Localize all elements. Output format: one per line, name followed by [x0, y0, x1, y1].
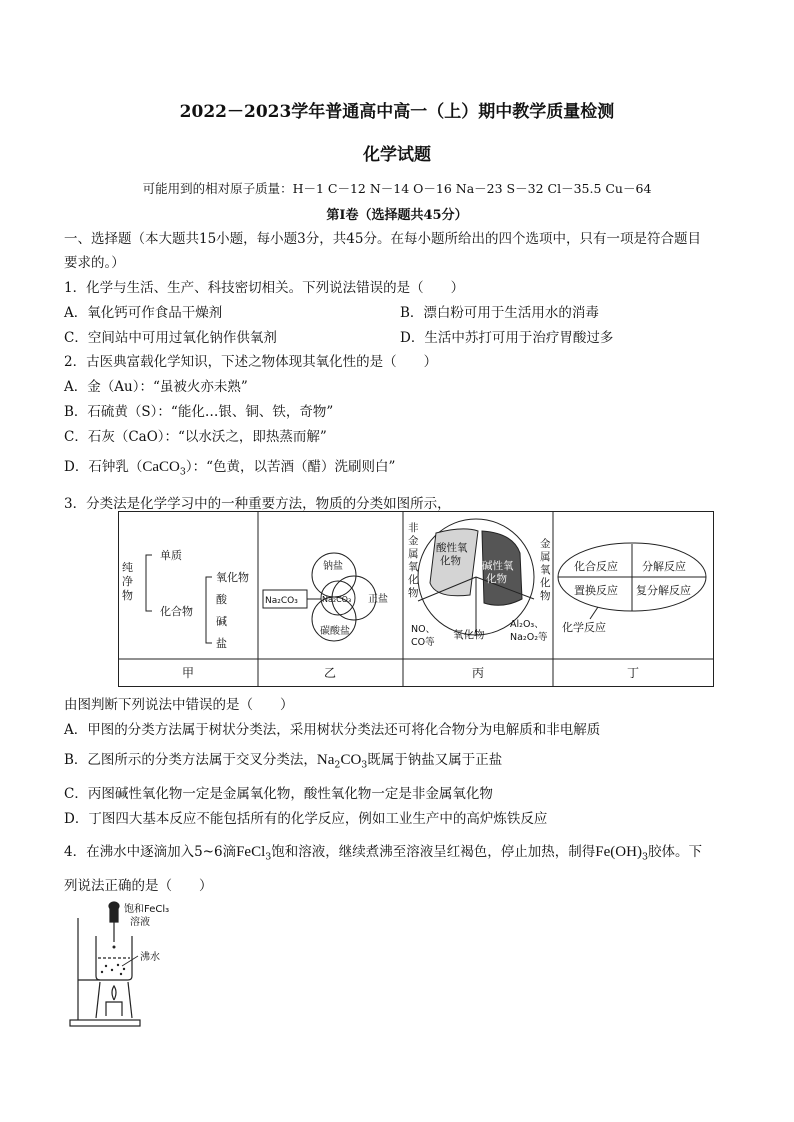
- q2-d-prefix: D．石钟乳（: [64, 459, 143, 475]
- feoh3-subscript: 3: [641, 851, 648, 863]
- bing-right-5: 物: [540, 590, 551, 602]
- yi-normal-salt: 正盐: [368, 594, 388, 605]
- bing-acidic-2: 化物: [440, 555, 461, 567]
- dropper-label-2: 溶液: [130, 917, 150, 928]
- atomic-mass-line: 可能用到的相对原子质量：H－1 C－12 N－14 O－16 Na－23 S－32 Cl－35.5 Cu－64: [142, 181, 652, 196]
- q3-b-suffix: 既属于钠盐又属于正盐: [367, 752, 503, 768]
- bing-left-4: 氧: [408, 561, 419, 573]
- jia-salt: 盐: [216, 637, 227, 650]
- ding-combination: 化合反应: [574, 560, 618, 573]
- classification-figure: [118, 511, 714, 689]
- q2-option-a: A．金（Au）：“虽被火亦未熟”: [64, 379, 248, 395]
- q3-b-prefix: B．乙图所示的分类方法属于交叉分类法，: [64, 752, 317, 768]
- q4-stem-line-2: 列说法正确的是（ ）: [64, 878, 213, 894]
- q2-option-d: [64, 455, 395, 478]
- q1-option-b: B．漂白粉可用于生活用水的消毒: [400, 305, 599, 321]
- bing-al-na-1: Al₂O₃、: [510, 619, 544, 630]
- jia-pure-2: 净: [122, 575, 133, 588]
- bing-left-3: 属: [408, 548, 419, 560]
- na2co3-na: Na: [316, 752, 335, 768]
- bing-left-6: 物: [408, 587, 419, 599]
- panel-labels: [182, 666, 639, 680]
- apparatus-figure: [66, 898, 186, 1030]
- bing-left-1: 非: [408, 522, 419, 534]
- q1-option-a: A．氧化钙可作食品干燥剂: [64, 305, 223, 321]
- q1-option-d: D．生活中苏打可用于治疗胃酸过多: [400, 330, 614, 346]
- q2-option-c: C．石灰（CaO）：“以水沃之，即热蒸而解”: [64, 429, 327, 445]
- q3-stem: 3．分类法是化学学习中的一种重要方法，物质的分类如图所示，: [64, 496, 451, 512]
- yi-na-salt: 钠盐: [323, 561, 343, 572]
- bing-no-co-1: NO、: [411, 624, 436, 635]
- intro-line-1: 一、选择题（本大题共15小题，每小题3分，共45分。在每小题所给出的四个选项中，只有一项是符合题目: [64, 231, 701, 247]
- jia-base: 碱: [216, 615, 227, 628]
- q2-stem: 2．古医典富载化学知识，下述之物体现其氧化性的是（ ）: [64, 354, 438, 370]
- caco3-formula: CaCO: [142, 459, 180, 475]
- bing-acidic-1: 酸性氧: [436, 542, 468, 554]
- panel-jia: [122, 548, 249, 650]
- label-ding: 丁: [626, 666, 640, 680]
- bing-right-4: 化: [540, 577, 551, 589]
- water-label: 沸水: [140, 952, 160, 963]
- q1-stem: 1．化学与生活、生产、科技密切相关。下列说法错误的是（ ）: [64, 280, 465, 296]
- bing-al-na-2: Na₂O₂等: [510, 632, 548, 643]
- bing-basic-2: 化物: [486, 573, 507, 585]
- panel-yi: [265, 559, 388, 637]
- bing-left-5: 化: [408, 574, 419, 586]
- fecl3-subscript: 3: [265, 851, 272, 863]
- jia-pure-3: 物: [122, 589, 133, 602]
- yi-center-formula: Na₂CO₃: [322, 595, 352, 604]
- bing-no-co-2: CO等: [411, 637, 435, 648]
- q4-stem-prefix: 4．在沸水中逐滴加入5~6滴: [64, 844, 237, 860]
- label-jia: 甲: [181, 666, 195, 680]
- q3-option-b: [64, 748, 502, 771]
- panel-ding: [562, 559, 691, 634]
- apparatus-labels: [124, 902, 169, 963]
- feoh3-formula: Fe(OH): [595, 844, 642, 860]
- q4-stem-middle: 饱和溶液，继续煮沸至溶液呈红褐色，停止加热，制得: [271, 844, 596, 860]
- ding-chemical: 化学反应: [562, 621, 606, 634]
- ding-replacement: 置换反应: [574, 584, 618, 597]
- q1-option-c: C．空间站中可用过氧化钠作供氧剂: [64, 330, 277, 346]
- q3-option-c: C．丙图碱性氧化物一定是金属氧化物，酸性氧化物一定是非金属氧化物: [64, 786, 493, 802]
- jia-acid: 酸: [216, 593, 227, 606]
- bing-right-3: 氧: [540, 564, 551, 576]
- ding-metathesis: 复分解反应: [636, 584, 691, 597]
- jia-compound: 化合物: [160, 605, 193, 618]
- na2co3-sub2: 3: [361, 759, 368, 771]
- na2co3-co: CO: [340, 752, 362, 768]
- ding-decomposition: 分解反应: [642, 560, 686, 573]
- yi-box-formula: Na₂CO₃: [265, 596, 298, 606]
- q2-option-b: B．石硫黄（S）：“能化…银、铜、铁，奇物”: [64, 404, 334, 420]
- bing-left-2: 金: [408, 535, 419, 547]
- section-heading: 第Ⅰ卷（选择题共45分）: [326, 208, 468, 223]
- fecl3-formula: FeCl: [236, 844, 266, 860]
- jia-oxide: 氧化物: [216, 571, 249, 584]
- na2co3-sub1: 2: [334, 759, 341, 771]
- jia-pure-1: 纯: [122, 561, 133, 574]
- bing-oxide: 氧化物: [453, 629, 485, 641]
- q3-option-d: D．丁图四大基本反应不能包括所有的化学反应，例如工业生产中的高炉炼铁反应: [64, 811, 548, 827]
- bing-right-2: 属: [540, 551, 551, 563]
- q3-judge: 由图判断下列说法中错误的是（ ）: [64, 697, 294, 713]
- jia-element: 单质: [160, 549, 182, 562]
- q3-option-a: A．甲图的分类方法属于树状分类法，采用树状分类法还可将化合物分为电解质和非电解质: [64, 722, 601, 738]
- exam-title: 2022－2023学年普通高中高一（上）期中教学质量检测: [179, 102, 615, 122]
- q4-stem-suffix: 胶体。下: [647, 844, 702, 860]
- exam-subtitle: 化学试题: [363, 145, 431, 165]
- q2-d-suffix: ）：“色黄，以苦酒（醋）洗刷则白”: [185, 459, 396, 475]
- dropper-label-1: 饱和FeCl₃: [124, 904, 170, 915]
- q4-stem: [64, 840, 702, 863]
- intro-line-2: 要求的。）: [64, 255, 125, 271]
- yi-carbonate: 碳酸盐: [320, 626, 350, 637]
- bing-right-1: 金: [540, 538, 551, 550]
- label-yi: 乙: [323, 666, 337, 680]
- bing-basic-1: 碱性氧: [482, 560, 514, 572]
- label-bing: 丙: [471, 666, 485, 680]
- caco3-subscript: 3: [179, 466, 186, 478]
